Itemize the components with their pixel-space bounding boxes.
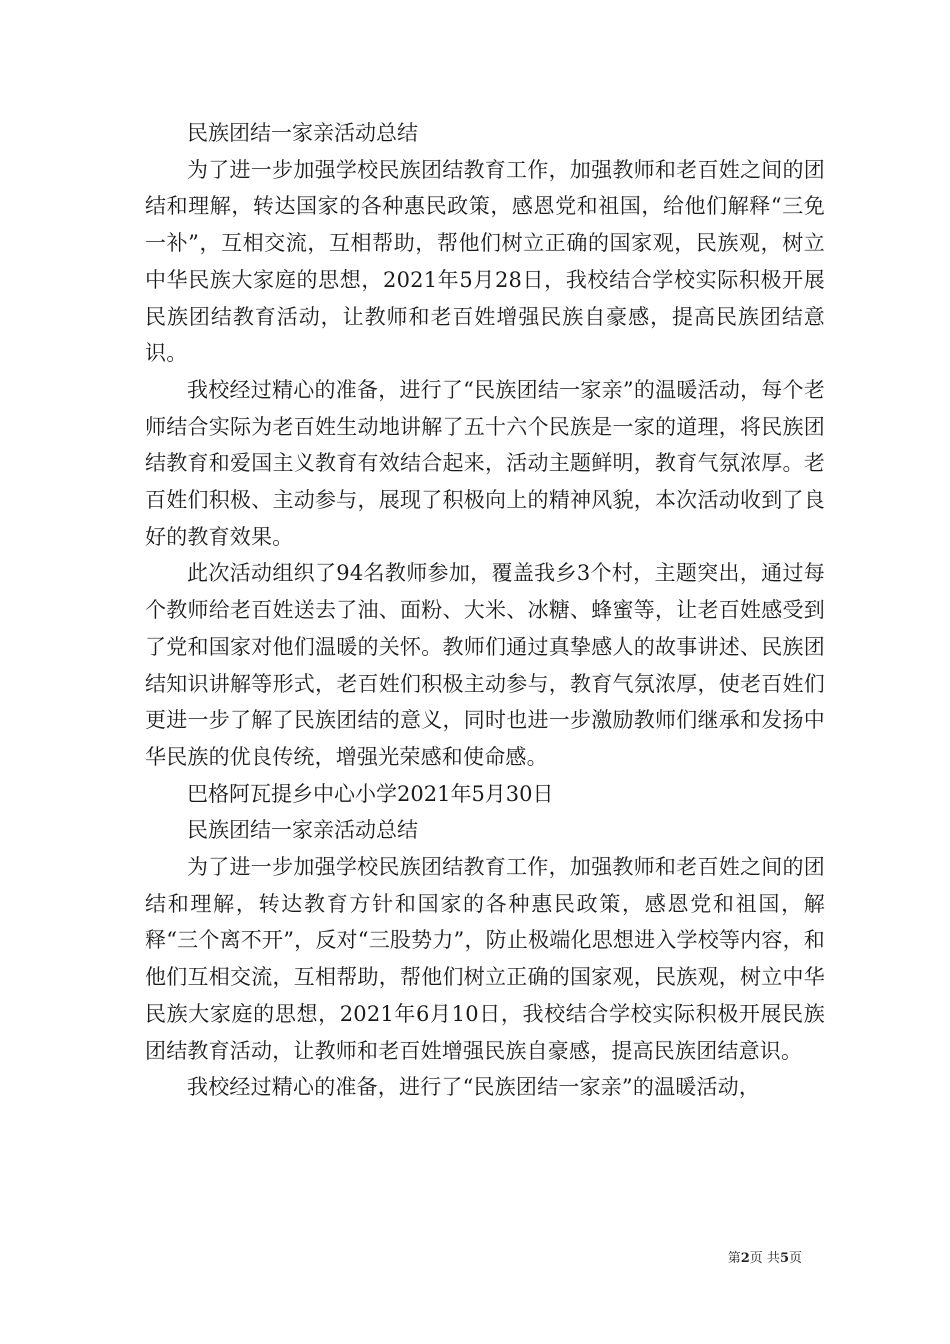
total-page-number: 5 xyxy=(779,1251,789,1266)
section-title: 民族团结一家亲活动总结 xyxy=(187,818,418,843)
paragraph: 为了进一步加强学校民族团结教育工作，加强教师和老百姓之间的团结和理解，转达国家的各种惠民政策，感恩党和祖国，给他们解释“三免一补”，互相交流，互相帮助，帮他们树立正确的国家观，民族观，树立中华民族大家庭的思想，2021年5月28日，我校结合学校实际积极开展民族团结教育活动，让教师和老百姓增强民族自豪感，提高民族团结意识。 xyxy=(145,157,825,366)
signature-date: 巴格阿瓦提乡中心小学2021年5月30日 xyxy=(187,781,554,806)
footer-prefix: 第 xyxy=(727,1251,741,1266)
section-title: 民族团结一家亲活动总结 xyxy=(187,121,418,145)
footer-middle: 页 共 xyxy=(749,1251,780,1266)
paragraph: 我校经过精心的准备，进行了“民族团结一家亲”的温暖活动， xyxy=(187,1075,761,1100)
paragraph: 此次活动组织了94名教师参加，覆盖我乡3个村，主题突出，通过每个教师给老百姓送去了油、面粉、大米、冰糖、蜂蜜等，让老百姓感受到了党和国家对他们温暖的关怀。教师们通过真挚感人的故事讲述、民族团结知识讲解等形式，老百姓们积极主动参与，教育气氛浓厚，使老百姓们更进一步了解了民族团结的意义，同时也进一步激励教师们继承和发扬中华民族的优良传统，增强光荣感和使命感。 xyxy=(145,561,825,769)
paragraph: 我校经过精心的准备，进行了“民族团结一家亲”的温暖活动，每个老师结合实际为老百姓生动地讲解了五十六个民族是一家的道理，将民族团结教育和爱国主义教育有效结合起来，活动主题鲜明，教育气氛浓厚。老百姓们积极、主动参与，展现了积极向上的精神风貌，本次活动收到了良好的教育效果。 xyxy=(145,377,825,549)
page-number-footer xyxy=(728,1250,802,1268)
document-body xyxy=(145,115,825,1106)
paragraph: 为了进一步加强学校民族团结教育工作，加强教师和老百姓之间的团结和理解，转达教育方针和国家的各种惠民政策，感恩党和祖国，解释“三个离不开”，反对“三股势力”，防止极端化思想进入学校等内容，和他们互相交流，互相帮助，帮他们树立正确的国家观，民族观，树立中华民族大家庭的思想，2021年6月10日，我校结合学校实际积极开展民族团结教育活动，让教师和老百姓增强民族自豪感，提高民族团结意识。 xyxy=(145,855,825,1063)
current-page-number: 2 xyxy=(740,1251,750,1266)
footer-suffix: 页 xyxy=(788,1251,802,1266)
